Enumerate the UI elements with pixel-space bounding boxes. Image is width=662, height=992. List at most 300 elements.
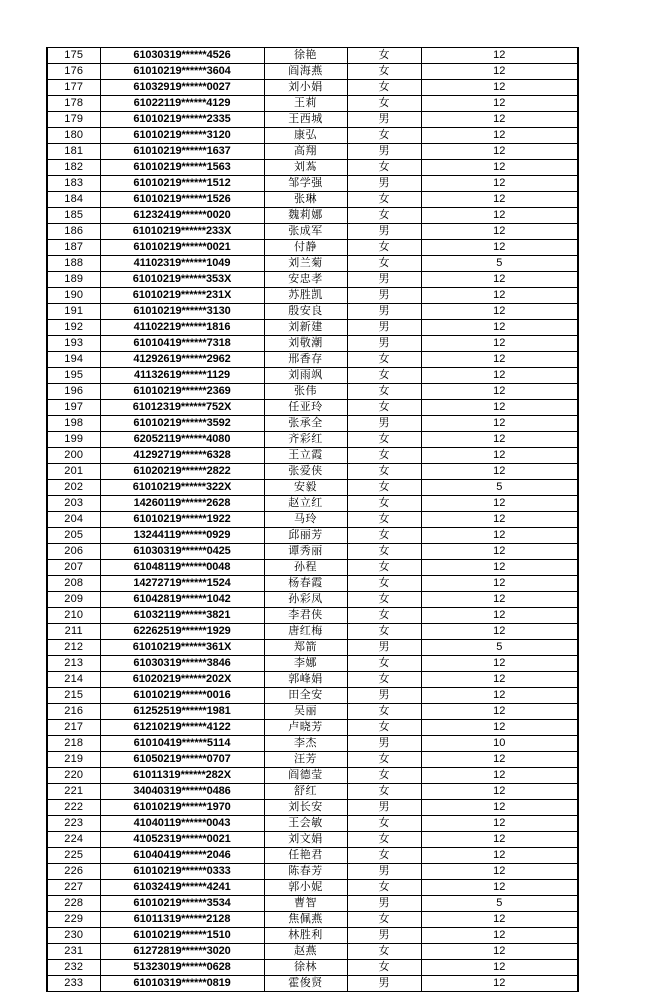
- cell-id: 61010219******1563: [100, 160, 264, 176]
- cell-id: 61010219******3130: [100, 304, 264, 320]
- cell-index: 212: [47, 640, 100, 656]
- cell-months: 5: [421, 896, 578, 912]
- cell-id: 61030319******3846: [100, 656, 264, 672]
- cell-id: 61010219******1922: [100, 512, 264, 528]
- cell-months: 12: [421, 544, 578, 560]
- cell-id: 61032119******3821: [100, 608, 264, 624]
- cell-index: 198: [47, 416, 100, 432]
- cell-id: 61020219******202X: [100, 672, 264, 688]
- cell-months: 12: [421, 784, 578, 800]
- cell-name: 王会敏: [264, 816, 347, 832]
- cell-id: 61010219******1970: [100, 800, 264, 816]
- table-body: [47, 48, 578, 992]
- cell-name: 刘雨飒: [264, 368, 347, 384]
- table-row[interactable]: [47, 128, 578, 144]
- cell-sex: 男: [347, 288, 421, 304]
- cell-id: 61010219******1510: [100, 928, 264, 944]
- cell-id: 61022119******4129: [100, 96, 264, 112]
- table-row[interactable]: [47, 768, 578, 784]
- cell-id: 61010219******1526: [100, 192, 264, 208]
- cell-index: 206: [47, 544, 100, 560]
- cell-sex: 女: [347, 480, 421, 496]
- table-row[interactable]: [47, 784, 578, 800]
- cell-index: 221: [47, 784, 100, 800]
- cell-id: 62052119******4080: [100, 432, 264, 448]
- cell-index: 204: [47, 512, 100, 528]
- cell-name: 卢晓芳: [264, 720, 347, 736]
- table-row[interactable]: [47, 672, 578, 688]
- cell-id: 61030319******0425: [100, 544, 264, 560]
- cell-index: 227: [47, 880, 100, 896]
- cell-name: 阎德莹: [264, 768, 347, 784]
- cell-name: 郭小妮: [264, 880, 347, 896]
- cell-name: 吴丽: [264, 704, 347, 720]
- cell-name: 邢香存: [264, 352, 347, 368]
- cell-index: 219: [47, 752, 100, 768]
- cell-id: 61020219******2822: [100, 464, 264, 480]
- cell-name: 焦佩燕: [264, 912, 347, 928]
- cell-months: 12: [421, 288, 578, 304]
- table-row[interactable]: [47, 592, 578, 608]
- cell-id: 61010219******1637: [100, 144, 264, 160]
- cell-id: 61011319******2128: [100, 912, 264, 928]
- cell-months: 12: [421, 272, 578, 288]
- table-row[interactable]: [47, 896, 578, 912]
- table-row[interactable]: [47, 832, 578, 848]
- cell-name: 刘新建: [264, 320, 347, 336]
- cell-id: 41292719******6328: [100, 448, 264, 464]
- cell-sex: 女: [347, 448, 421, 464]
- cell-index: 200: [47, 448, 100, 464]
- cell-id: 13244119******0929: [100, 528, 264, 544]
- table-row[interactable]: [47, 64, 578, 80]
- cell-name: 谭秀丽: [264, 544, 347, 560]
- cell-index: 209: [47, 592, 100, 608]
- cell-index: 207: [47, 560, 100, 576]
- cell-index: 213: [47, 656, 100, 672]
- cell-months: 12: [421, 352, 578, 368]
- table-row[interactable]: [47, 976, 578, 992]
- table-row[interactable]: [47, 752, 578, 768]
- table-row[interactable]: [47, 144, 578, 160]
- table-row[interactable]: [47, 208, 578, 224]
- cell-months: 12: [421, 848, 578, 864]
- table-row[interactable]: [47, 464, 578, 480]
- table-row[interactable]: [47, 816, 578, 832]
- cell-months: 12: [421, 416, 578, 432]
- table-row[interactable]: [47, 192, 578, 208]
- cell-name: 霍俊贤: [264, 976, 347, 992]
- cell-index: 205: [47, 528, 100, 544]
- cell-id: 14260119******2628: [100, 496, 264, 512]
- cell-name: 赵立红: [264, 496, 347, 512]
- cell-index: 178: [47, 96, 100, 112]
- cell-index: 232: [47, 960, 100, 976]
- cell-index: 193: [47, 336, 100, 352]
- cell-name: 任艳君: [264, 848, 347, 864]
- table-row[interactable]: [47, 384, 578, 400]
- cell-name: 李君侠: [264, 608, 347, 624]
- cell-sex: 女: [347, 768, 421, 784]
- table-row[interactable]: [47, 512, 578, 528]
- table-row[interactable]: [47, 624, 578, 640]
- table-row[interactable]: [47, 688, 578, 704]
- cell-sex: 女: [347, 512, 421, 528]
- table-row[interactable]: [47, 720, 578, 736]
- table-row[interactable]: [47, 432, 578, 448]
- cell-index: 190: [47, 288, 100, 304]
- cell-index: 201: [47, 464, 100, 480]
- cell-sex: 男: [347, 864, 421, 880]
- cell-id: 41132619******1129: [100, 368, 264, 384]
- cell-index: 179: [47, 112, 100, 128]
- cell-id: 61010219******3604: [100, 64, 264, 80]
- cell-id: 61030319******4526: [100, 48, 264, 64]
- cell-name: 刘兰菊: [264, 256, 347, 272]
- cell-sex: 女: [347, 96, 421, 112]
- cell-sex: 男: [347, 144, 421, 160]
- cell-months: 10: [421, 736, 578, 752]
- cell-months: 12: [421, 144, 578, 160]
- cell-name: 魏莉娜: [264, 208, 347, 224]
- table-row[interactable]: [47, 320, 578, 336]
- table-row[interactable]: [47, 528, 578, 544]
- cell-name: 邹学强: [264, 176, 347, 192]
- table-row[interactable]: [47, 304, 578, 320]
- cell-months: 5: [421, 480, 578, 496]
- table-row[interactable]: [47, 480, 578, 496]
- cell-sex: 女: [347, 560, 421, 576]
- table-row[interactable]: [47, 944, 578, 960]
- cell-index: 192: [47, 320, 100, 336]
- table-row[interactable]: [47, 560, 578, 576]
- cell-sex: 男: [347, 928, 421, 944]
- cell-sex: 女: [347, 912, 421, 928]
- cell-index: 183: [47, 176, 100, 192]
- cell-index: 223: [47, 816, 100, 832]
- cell-name: 王立霞: [264, 448, 347, 464]
- cell-name: 张成军: [264, 224, 347, 240]
- cell-sex: 男: [347, 640, 421, 656]
- cell-name: 张承全: [264, 416, 347, 432]
- table-row[interactable]: [47, 256, 578, 272]
- table-row[interactable]: [47, 160, 578, 176]
- cell-index: 210: [47, 608, 100, 624]
- cell-sex: 女: [347, 240, 421, 256]
- cell-index: 197: [47, 400, 100, 416]
- cell-name: 邱丽芳: [264, 528, 347, 544]
- cell-name: 张爱侠: [264, 464, 347, 480]
- cell-index: 222: [47, 800, 100, 816]
- cell-index: 194: [47, 352, 100, 368]
- cell-id: 61010219******0021: [100, 240, 264, 256]
- cell-months: 12: [421, 928, 578, 944]
- cell-name: 郑箭: [264, 640, 347, 656]
- cell-index: 225: [47, 848, 100, 864]
- cell-index: 233: [47, 976, 100, 992]
- table-row[interactable]: [47, 960, 578, 976]
- cell-sex: 女: [347, 208, 421, 224]
- cell-months: 12: [421, 656, 578, 672]
- table-row[interactable]: [47, 448, 578, 464]
- cell-id: 61050219******0707: [100, 752, 264, 768]
- cell-months: 12: [421, 448, 578, 464]
- cell-sex: 女: [347, 592, 421, 608]
- cell-index: 202: [47, 480, 100, 496]
- cell-index: 185: [47, 208, 100, 224]
- cell-sex: 女: [347, 544, 421, 560]
- cell-months: 12: [421, 64, 578, 80]
- cell-sex: 女: [347, 400, 421, 416]
- cell-id: 61042819******1042: [100, 592, 264, 608]
- cell-index: 196: [47, 384, 100, 400]
- cell-id: 61010219******2335: [100, 112, 264, 128]
- table-row[interactable]: [47, 912, 578, 928]
- table-row[interactable]: [47, 656, 578, 672]
- cell-name: 张伟: [264, 384, 347, 400]
- cell-name: 苏胜凯: [264, 288, 347, 304]
- cell-months: 12: [421, 752, 578, 768]
- cell-months: 12: [421, 304, 578, 320]
- cell-sex: 女: [347, 832, 421, 848]
- cell-index: 228: [47, 896, 100, 912]
- table-row[interactable]: [47, 576, 578, 592]
- cell-index: 229: [47, 912, 100, 928]
- cell-name: 刘小娟: [264, 80, 347, 96]
- cell-index: 181: [47, 144, 100, 160]
- cell-sex: 女: [347, 464, 421, 480]
- cell-months: 12: [421, 560, 578, 576]
- cell-name: 李杰: [264, 736, 347, 752]
- cell-sex: 女: [347, 160, 421, 176]
- cell-sex: 女: [347, 880, 421, 896]
- cell-sex: 女: [347, 848, 421, 864]
- table-row[interactable]: [47, 288, 578, 304]
- cell-index: 191: [47, 304, 100, 320]
- cell-months: 12: [421, 800, 578, 816]
- cell-months: 12: [421, 96, 578, 112]
- cell-sex: 男: [347, 800, 421, 816]
- cell-months: 12: [421, 704, 578, 720]
- cell-id: 61010219******233X: [100, 224, 264, 240]
- cell-months: 12: [421, 208, 578, 224]
- cell-index: 230: [47, 928, 100, 944]
- cell-sex: 女: [347, 752, 421, 768]
- cell-index: 203: [47, 496, 100, 512]
- cell-id: 61010219******2369: [100, 384, 264, 400]
- cell-name: 刘长安: [264, 800, 347, 816]
- cell-id: 61010219******353X: [100, 272, 264, 288]
- cell-id: 41102319******1049: [100, 256, 264, 272]
- cell-sex: 男: [347, 416, 421, 432]
- table-row[interactable]: [47, 864, 578, 880]
- cell-index: 182: [47, 160, 100, 176]
- cell-sex: 男: [347, 176, 421, 192]
- cell-id: 34040319******0486: [100, 784, 264, 800]
- cell-months: 12: [421, 496, 578, 512]
- cell-sex: 女: [347, 528, 421, 544]
- cell-index: 224: [47, 832, 100, 848]
- cell-name: 付静: [264, 240, 347, 256]
- cell-months: 12: [421, 768, 578, 784]
- cell-id: 41040119******0043: [100, 816, 264, 832]
- cell-id: 61032919******0027: [100, 80, 264, 96]
- cell-months: 12: [421, 240, 578, 256]
- cell-name: 殷安良: [264, 304, 347, 320]
- cell-name: 安忠孝: [264, 272, 347, 288]
- cell-name: 林胜利: [264, 928, 347, 944]
- cell-name: 刘文娟: [264, 832, 347, 848]
- cell-id: 61012319******752X: [100, 400, 264, 416]
- cell-months: 12: [421, 608, 578, 624]
- cell-id: 61010219******231X: [100, 288, 264, 304]
- cell-id: 61010219******3120: [100, 128, 264, 144]
- cell-months: 12: [421, 48, 578, 64]
- cell-months: 5: [421, 256, 578, 272]
- table-row[interactable]: [47, 112, 578, 128]
- cell-name: 任亚玲: [264, 400, 347, 416]
- cell-id: 61252519******1981: [100, 704, 264, 720]
- cell-index: 208: [47, 576, 100, 592]
- cell-id: 61010219******0333: [100, 864, 264, 880]
- cell-sex: 女: [347, 256, 421, 272]
- cell-sex: 女: [347, 384, 421, 400]
- cell-months: 12: [421, 336, 578, 352]
- table-row[interactable]: [47, 928, 578, 944]
- cell-index: 180: [47, 128, 100, 144]
- cell-sex: 女: [347, 352, 421, 368]
- cell-name: 安毅: [264, 480, 347, 496]
- table-row[interactable]: [47, 544, 578, 560]
- cell-months: 12: [421, 592, 578, 608]
- table-row[interactable]: [47, 800, 578, 816]
- cell-sex: 女: [347, 624, 421, 640]
- cell-id: 51323019******0628: [100, 960, 264, 976]
- cell-id: 61010319******0819: [100, 976, 264, 992]
- cell-index: 226: [47, 864, 100, 880]
- cell-months: 12: [421, 576, 578, 592]
- cell-months: 12: [421, 960, 578, 976]
- cell-index: 175: [47, 48, 100, 64]
- cell-id: 61010219******361X: [100, 640, 264, 656]
- cell-index: 176: [47, 64, 100, 80]
- cell-months: 12: [421, 464, 578, 480]
- cell-name: 田全安: [264, 688, 347, 704]
- table-row[interactable]: [47, 416, 578, 432]
- cell-name: 郭峰娟: [264, 672, 347, 688]
- cell-index: 189: [47, 272, 100, 288]
- cell-index: 211: [47, 624, 100, 640]
- table-row[interactable]: [47, 240, 578, 256]
- cell-name: 高翔: [264, 144, 347, 160]
- cell-index: 220: [47, 768, 100, 784]
- cell-id: 61010219******322X: [100, 480, 264, 496]
- table-row[interactable]: [47, 368, 578, 384]
- cell-sex: 男: [347, 976, 421, 992]
- cell-name: 阎海燕: [264, 64, 347, 80]
- cell-sex: 女: [347, 576, 421, 592]
- cell-sex: 女: [347, 48, 421, 64]
- personnel-roster-table: [46, 47, 579, 992]
- table-row[interactable]: [47, 272, 578, 288]
- cell-sex: 女: [347, 368, 421, 384]
- cell-name: 张琳: [264, 192, 347, 208]
- cell-sex: 男: [347, 224, 421, 240]
- cell-id: 61032419******4241: [100, 880, 264, 896]
- cell-id: 61272819******3020: [100, 944, 264, 960]
- cell-months: 12: [421, 720, 578, 736]
- table-row[interactable]: [47, 176, 578, 192]
- table-row[interactable]: [47, 336, 578, 352]
- cell-sex: 男: [347, 320, 421, 336]
- cell-months: 12: [421, 80, 578, 96]
- cell-name: 康弘: [264, 128, 347, 144]
- cell-months: 12: [421, 672, 578, 688]
- cell-name: 舒红: [264, 784, 347, 800]
- cell-index: 186: [47, 224, 100, 240]
- table-row[interactable]: [47, 80, 578, 96]
- table-row[interactable]: [47, 640, 578, 656]
- table-row[interactable]: [47, 224, 578, 240]
- cell-sex: 男: [347, 896, 421, 912]
- cell-index: 217: [47, 720, 100, 736]
- cell-months: 12: [421, 176, 578, 192]
- cell-sex: 女: [347, 656, 421, 672]
- table-row[interactable]: [47, 608, 578, 624]
- table-row[interactable]: [47, 48, 578, 64]
- cell-sex: 男: [347, 736, 421, 752]
- table-row[interactable]: [47, 704, 578, 720]
- table-row[interactable]: [47, 736, 578, 752]
- cell-index: 184: [47, 192, 100, 208]
- cell-sex: 女: [347, 496, 421, 512]
- cell-months: 12: [421, 512, 578, 528]
- cell-sex: 女: [347, 608, 421, 624]
- cell-sex: 男: [347, 272, 421, 288]
- table-row[interactable]: [47, 352, 578, 368]
- cell-id: 41102219******1816: [100, 320, 264, 336]
- table-row[interactable]: [47, 496, 578, 512]
- cell-id: 61010419******7318: [100, 336, 264, 352]
- cell-sex: 女: [347, 704, 421, 720]
- cell-name: 齐彩红: [264, 432, 347, 448]
- cell-name: 孙彩凤: [264, 592, 347, 608]
- cell-index: 216: [47, 704, 100, 720]
- cell-name: 徐艳: [264, 48, 347, 64]
- table-row[interactable]: [47, 96, 578, 112]
- cell-months: 12: [421, 528, 578, 544]
- table-row[interactable]: [47, 400, 578, 416]
- cell-id: 61010219******1512: [100, 176, 264, 192]
- cell-months: 12: [421, 880, 578, 896]
- cell-months: 12: [421, 368, 578, 384]
- cell-sex: 女: [347, 64, 421, 80]
- table-row[interactable]: [47, 848, 578, 864]
- cell-id: 61048119******0048: [100, 560, 264, 576]
- cell-months: 12: [421, 832, 578, 848]
- table-row[interactable]: [47, 880, 578, 896]
- cell-id: 61232419******0020: [100, 208, 264, 224]
- cell-name: 赵燕: [264, 944, 347, 960]
- cell-sex: 女: [347, 944, 421, 960]
- cell-months: 12: [421, 912, 578, 928]
- cell-id: 62262519******1929: [100, 624, 264, 640]
- cell-sex: 女: [347, 720, 421, 736]
- cell-id: 41052319******0021: [100, 832, 264, 848]
- cell-months: 12: [421, 432, 578, 448]
- cell-id: 61010219******0016: [100, 688, 264, 704]
- cell-name: 刘蒍: [264, 160, 347, 176]
